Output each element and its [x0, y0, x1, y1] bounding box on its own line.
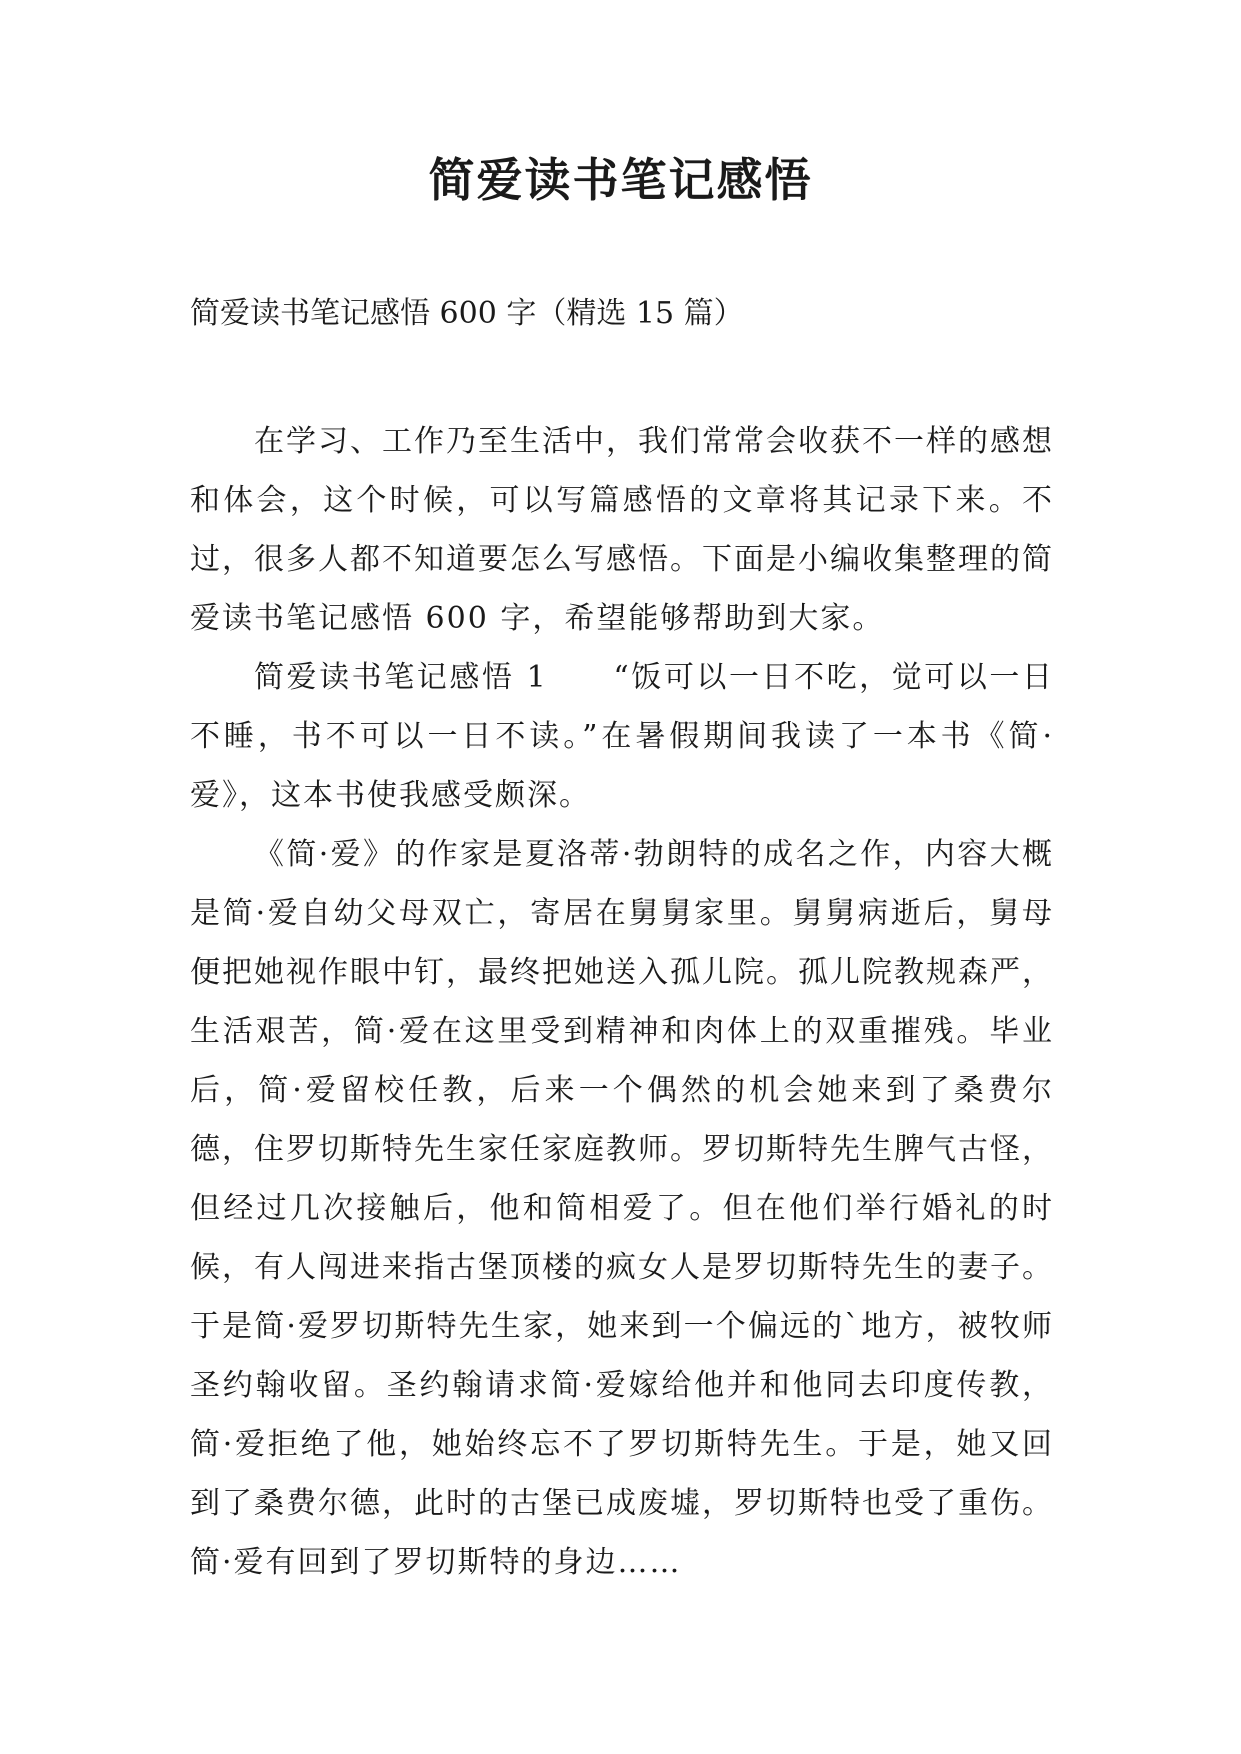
document-body	[190, 412, 1054, 1592]
paragraph-intro: 在学习、工作乃至生活中，我们常常会收获不一样的感想和体会，这个时候，可以写篇感悟的文章将其记录下来。不过，很多人都不知道要怎么写感悟。下面是小编收集整理的简爱读书笔记感悟 600 字，希望能够帮助到大家。	[190, 424, 1054, 636]
page-title: 简爱读书笔记感悟	[428, 153, 813, 207]
paragraph-essay-1-summary: 《简·爱》的作家是夏洛蒂·勃朗特的成名之作，内容大概是简·爱自幼父母双亡，寄居在舅舅家里。舅舅病逝后，舅母便把她视作眼中钉，最终把她送入孤儿院。孤儿院教规森严，生活艰苦，简·爱在这里受到精神和肉体上的双重摧残。毕业后，简·爱留校任教，后来一个偶然的机会她来到了桑费尔德，住罗切斯特先生家任家庭教师。罗切斯特先生脾气古怪，但经过几次接触后，他和简相爱了。但在他们举行婚礼的时候，有人闯进来指古堡顶楼的疯女人是罗切斯特先生的妻子。于是简·爱罗切斯特先生家，她来到一个偏远的`地方，被牧师圣约翰收留。圣约翰请求简·爱嫁给他并和他同去印度传教，简·爱拒绝了他，她始终忘不了罗切斯特先生。于是，她又回到了桑费尔德，此时的古堡已成废墟，罗切斯特也受了重伤。简·爱有回到了罗切斯特的身边……	[190, 837, 1054, 1580]
paragraph-essay-1-opening: 简爱读书笔记感悟 1 “饭可以一日不吃，觉可以一日不睡，书不可以一日不读。”在暑假期间我读了一本书《简·爱》，这本书使我感受颇深。	[190, 660, 1054, 813]
page-subtitle: 简爱读书笔记感悟 600 字（精选 15 篇）	[190, 296, 744, 331]
